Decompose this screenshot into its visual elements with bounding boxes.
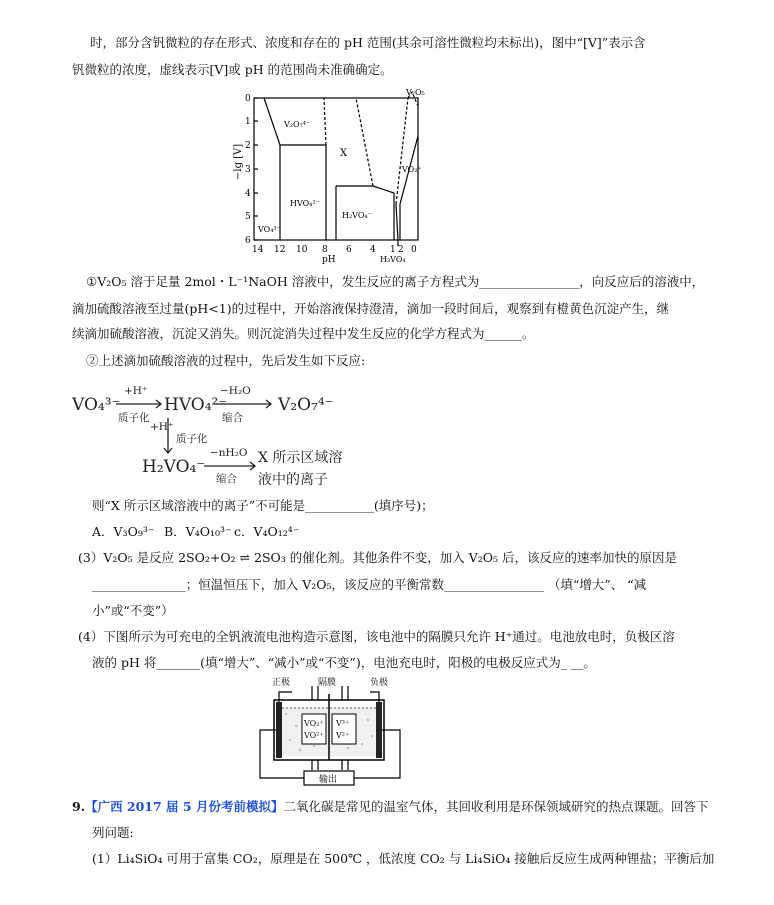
species-vo4: VO₄³⁻	[72, 395, 121, 415]
region-hvo4: HVO₄²⁻	[290, 199, 320, 208]
q9-source: 【广西 2017 届 5 月份考前模拟】	[85, 799, 284, 814]
species-x-line-2: 液中的离子	[258, 472, 328, 488]
svg-text:5: 5	[245, 212, 251, 222]
q2-line-1: ②上述滴加硫酸溶液的过程中，先后发生如下反应:	[86, 353, 366, 368]
species-h2vo4: H₂VO₄⁻	[142, 457, 206, 477]
svg-text:2: 2	[245, 141, 251, 151]
q9-number: 9.	[72, 799, 86, 814]
svg-text:6: 6	[245, 236, 251, 246]
pipe-right-top	[342, 686, 348, 700]
pipe-right-bottom	[342, 760, 348, 770]
q4-line-3: 小”或“不变”）	[92, 603, 174, 618]
region-h2vo4: H₂VO₄⁻	[342, 211, 372, 220]
q3-option-a: A．V₃O₉³⁻	[92, 524, 155, 539]
q4-line-2: _______________；恒温恒压下，加入 V₂O₅，该反应的平衡常数________________ （填“增大”、 “减	[92, 577, 647, 592]
reaction-scheme	[72, 378, 362, 488]
arrow1-bottom: 质子化	[118, 412, 150, 424]
arrow3-bottom: 缩合	[216, 473, 237, 485]
y-axis-label: −lg [V]	[233, 143, 244, 180]
arrow2-top: −H₂O	[220, 385, 251, 397]
intro-line-1: 时，部分含钒微粒的存在形式、浓度和存在的 pH 范围(其余可溶性微粒均未标出)，图中“[V]”表示含	[90, 35, 646, 50]
svg-text:1: 1	[390, 245, 396, 255]
left-ion-2: VO²⁺	[304, 731, 324, 740]
q1-line-1: ①V₂O₅ 溶于足量 2mol・L⁻¹NaOH 溶液中，发生反应的离子方程式为________________，向反应后的溶液中，	[86, 274, 705, 289]
species-x-line-1: X 所示区域溶	[258, 450, 343, 466]
h3vo4-band	[396, 204, 400, 240]
q3-option-b: B．V₄O₁₀³⁻	[164, 524, 232, 539]
down-arrow-label: 质子化	[176, 433, 208, 445]
boundary-hvo4-h2vo4	[280, 145, 326, 240]
negative-electrode	[376, 702, 382, 758]
pipe-left-bottom	[312, 760, 318, 770]
down-arrow-top: +H⁺	[150, 421, 174, 433]
q5-line-2: 液的 pH 将_______(填“增大”、“减小”或“不变”)，电池充电时，阳极的电极反应式为_ __。	[92, 655, 596, 670]
x-axis-label: pH	[322, 255, 336, 265]
arrow3-top: −nH₂O	[210, 447, 248, 459]
x-tick-labels	[252, 245, 417, 255]
q3-option-c: c．V₄O₁₂⁴⁻	[234, 524, 300, 539]
svg-text:6: 6	[346, 245, 352, 255]
arrow2-bottom: 缩合	[222, 412, 243, 424]
vanadium-phase-diagram	[228, 86, 424, 264]
svg-text:0: 0	[411, 245, 417, 255]
intro-line-2: 钒微粒的浓度，虚线表示[V]或 pH 的范围尚未准确确定。	[72, 62, 393, 77]
region-vo2: VO₂⁺	[402, 165, 422, 174]
region-h3vo4: H₃VO₄	[380, 255, 406, 264]
boundary-vo4-hvo4	[264, 98, 280, 240]
boundary-x-right	[356, 98, 373, 186]
region-v2o5: V₂O₅	[406, 88, 425, 97]
right-ion-1: V³⁺	[336, 719, 350, 728]
q3-stem: 则“X 所示区域溶液中的离子”不可能是___________(填序号)；	[92, 498, 434, 513]
q9-line-1	[72, 797, 709, 816]
svg-text:2: 2	[398, 245, 404, 255]
svg-text:3: 3	[245, 165, 251, 175]
left-ion-1: VO₂⁺	[304, 719, 324, 728]
pipe-left-top	[312, 686, 318, 700]
svg-text:14: 14	[252, 245, 264, 255]
q5-line-1: (4）下图所示为可充电的全钒液流电池构造示意图，该电池中的隔膜只允许 H⁺通过。电池放电时，负极区溶	[78, 629, 675, 644]
q9-line-1-text: 二氧化碳是常见的温室气体，其回收利用是环保领域研究的热点课题。回答下	[283, 799, 709, 814]
svg-text:4: 4	[370, 245, 376, 255]
y-tick-labels	[245, 94, 251, 246]
label-positive: 正极	[272, 678, 291, 688]
boundary-vo2-dash	[396, 98, 408, 204]
svg-text:1: 1	[245, 117, 251, 127]
svg-text:4: 4	[245, 189, 251, 199]
q1-line-3: 续滴加硫酸溶液，沉淀又消失。则沉淀消失过程中发生反应的化学方程式为______。	[72, 326, 535, 341]
region-vo4: VO₄³⁻	[258, 225, 281, 234]
species-hvo4: HVO₄²⁻	[164, 395, 228, 415]
label-output: 输出	[319, 775, 338, 785]
q4-line-1: (3）V₂O₅ 是反应 2SO₂+O₂ ⇌ 2SO₃ 的催化剂。其他条件不变，加入 V₂O₅ 后，该反应的速率加快的原因是	[78, 550, 677, 565]
q9-line-2: 列问题:	[92, 825, 134, 840]
label-negative: 负极	[370, 678, 389, 688]
flow-battery-diagram	[252, 674, 408, 788]
arrow1-top: +H⁺	[124, 385, 148, 397]
species-v2o7: V₂O₇⁴⁻	[278, 395, 334, 415]
svg-text:0: 0	[245, 94, 251, 104]
positive-electrode	[276, 702, 282, 758]
q1-line-2: 滴加硫酸溶液至过量(pH<1)的过程中，开始溶液保持澄清，滴加一段时间后，观察到有橙黄色沉淀产生，继	[72, 301, 670, 316]
region-v2o7: V₂O₇⁴⁻	[284, 120, 311, 129]
q9-line-3: (1）Li₄SiO₄ 可用于富集 CO₂，原理是在 500℃ ，低浓度 CO₂ 与 Li₄SiO₄ 接触后反应生成两种锂盐；平衡后加	[92, 851, 715, 866]
right-ion-2: V²⁺	[336, 731, 350, 740]
svg-text:8: 8	[322, 245, 328, 255]
svg-text:10: 10	[296, 245, 308, 255]
y-tick-marks	[254, 98, 258, 240]
label-membrane: 隔膜	[318, 678, 337, 688]
boundary-x-left	[324, 98, 326, 145]
region-x: X	[340, 148, 348, 159]
svg-text:12: 12	[274, 245, 286, 255]
